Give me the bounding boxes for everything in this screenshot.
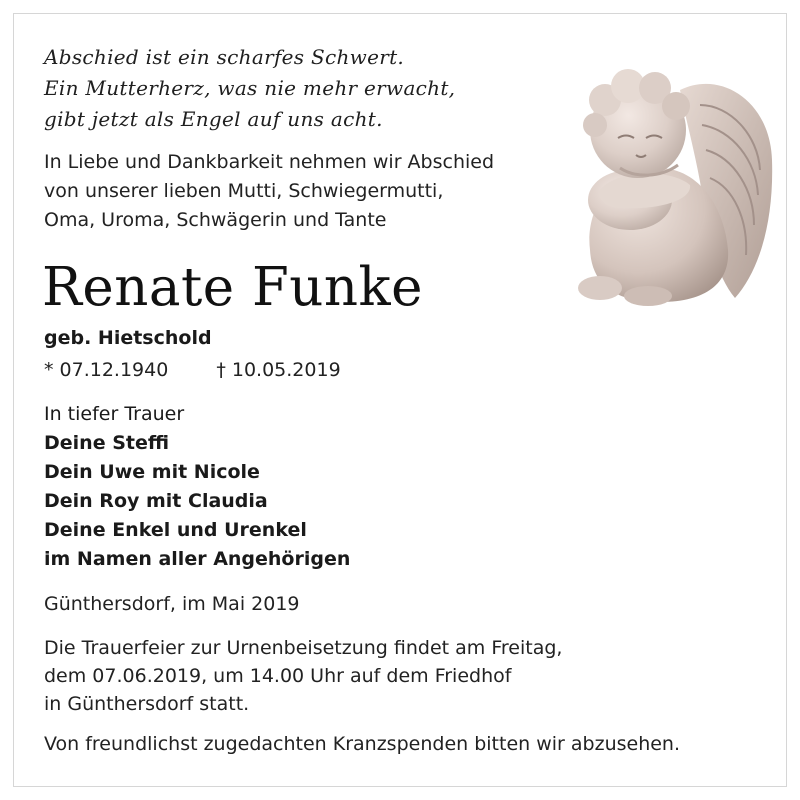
mourner-name: Dein Roy mit Claudia <box>44 490 268 512</box>
deceased-name: Renate Funke <box>42 257 424 318</box>
intro-line: von unserer lieben Mutti, Schwiegermutti, <box>44 180 444 202</box>
mourner-name: im Namen aller Angehörigen <box>44 548 351 570</box>
wreath-note: Von freundlichst zugedachten Kranzspenden bitten wir abzusehen. <box>44 733 681 755</box>
funeral-line: Die Trauerfeier zur Urnenbeisetzung findet am Freitag, <box>44 637 563 659</box>
death-date: † 10.05.2019 <box>216 359 341 381</box>
angel-figure-icon <box>560 50 780 310</box>
poem-line: gibt jetzt als Engel auf uns acht. <box>44 107 383 131</box>
intro-line: Oma, Uroma, Schwägerin und Tante <box>44 209 387 231</box>
life-dates <box>44 356 341 384</box>
funeral-info <box>44 634 562 718</box>
funeral-line: in Günthersdorf statt. <box>44 693 250 715</box>
poem <box>44 42 455 135</box>
poem-line: Abschied ist ein scharfes Schwert. <box>44 45 405 69</box>
mourners-block <box>44 400 350 574</box>
maiden-name: geb. Hietschold <box>44 327 212 349</box>
mourners-heading: In tiefer Trauer <box>44 403 185 425</box>
mourner-name: Dein Uwe mit Nicole <box>44 461 260 483</box>
birth-date: * 07.12.1940 <box>44 359 169 381</box>
funeral-line: dem 07.06.2019, um 14.00 Uhr auf dem Friedhof <box>44 665 512 687</box>
intro-text <box>44 148 494 235</box>
mourner-name: Deine Enkel und Urenkel <box>44 519 307 541</box>
intro-line: In Liebe und Dankbarkeit nehmen wir Abschied <box>44 151 495 173</box>
poem-line: Ein Mutterherz, was nie mehr erwacht, <box>44 76 456 100</box>
mourner-name: Deine Steffi <box>44 432 170 454</box>
place-date: Günthersdorf, im Mai 2019 <box>44 593 300 615</box>
